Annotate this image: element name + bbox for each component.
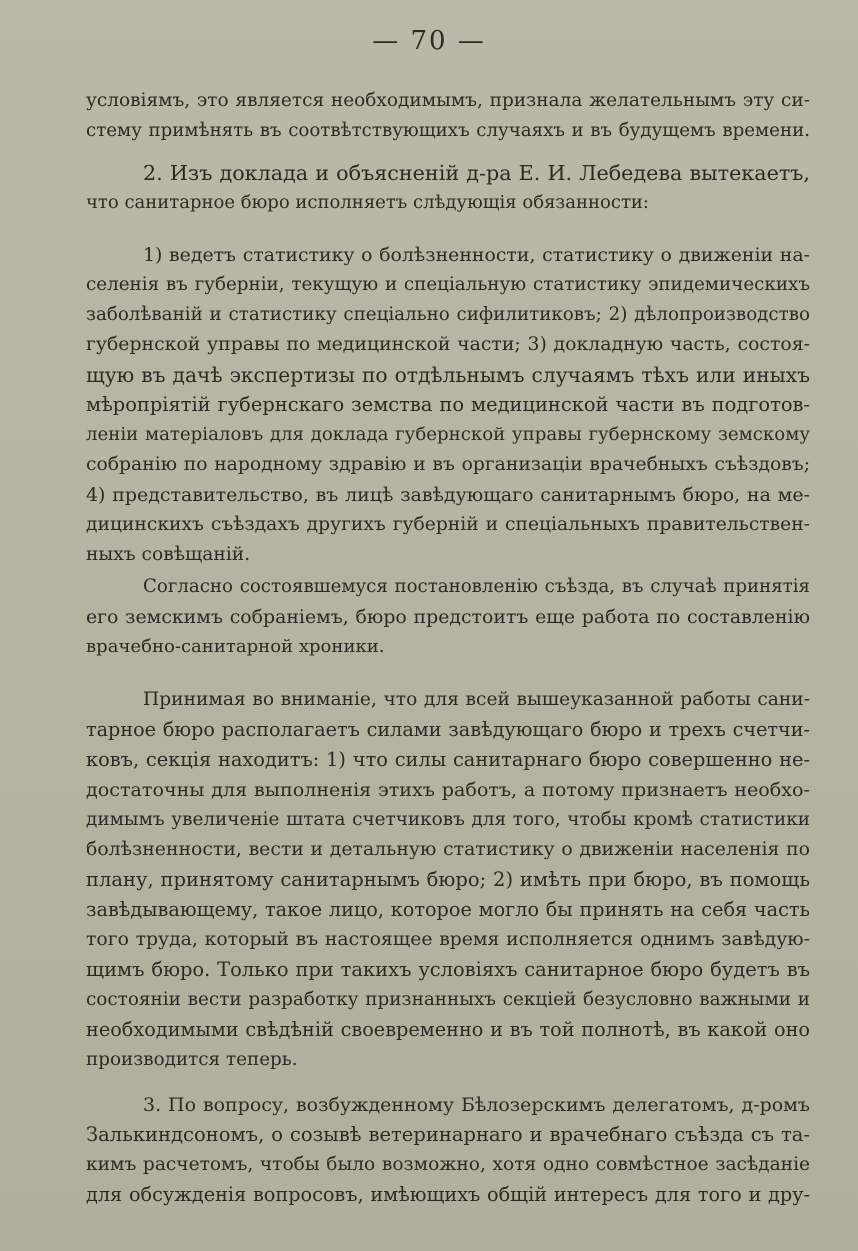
text-line-content: кимъ расчетомъ, чтобы было возможно, хотя одно совмѣстное засѣданіе (86, 1154, 810, 1175)
text-line-content: для обсужденія вопросовъ, имѣющихъ общій интересъ для того и дру- (86, 1183, 810, 1206)
text-line-content: щимъ бюро. Только при такихъ условіяхъ санитарное бюро будетъ въ (86, 958, 811, 981)
text-line (86, 480, 812, 510)
text-line-content: завѣдывающему, такое лицо, которое могло бы принять на себя часть (86, 898, 810, 921)
text-line-content: 2. Изъ доклада и объясненій д-ра Е. И. Лебедева вытекаетъ, (143, 161, 810, 185)
text-line-content: необходимыми свѣдѣній своевременно и въ той полнотѣ, въ какой оно (86, 1018, 810, 1041)
text-line (143, 158, 812, 188)
text-line (86, 360, 812, 390)
text-line-content: условіямъ, это является необходимымъ, признала желательнымъ эту си- (86, 90, 810, 111)
text-line (86, 895, 812, 925)
text-line-content: производится теперь. (86, 1049, 298, 1070)
text-line-content: его земскимъ собраніемъ, бюро предстоитъ еще работа по составленію (86, 606, 810, 628)
text-line (86, 1015, 812, 1045)
text-line-content: плану, принятому санитарнымъ бюро; 2) имѣть при бюро, въ помощь (86, 868, 810, 891)
text-line (86, 715, 812, 745)
text-line-content: 4) представительство, въ лицѣ завѣдующаго санитарнымъ бюро, на ме- (86, 484, 810, 506)
text-line (86, 300, 812, 330)
text-line (86, 835, 812, 865)
text-line (86, 420, 812, 450)
text-line (86, 450, 812, 480)
text-line (86, 925, 812, 955)
text-line-content: дицинскихъ съѣздахъ другихъ губерній и спеціальныхъ правительствен- (86, 514, 811, 535)
text-line (86, 632, 388, 662)
text-line-content: того труда, который въ настоящее время исполняется однимъ завѣдую- (86, 929, 810, 950)
text-line-content: Залькиндсономъ, о созывѣ ветеринарнаго и врачебнаго съѣзда съ та- (86, 1123, 810, 1146)
text-line-content: Согласно состоявшемуся постановленію съѣзда, въ случаѣ принятія (143, 576, 810, 597)
text-line (86, 1150, 812, 1180)
text-line (86, 1120, 812, 1150)
text-line (143, 1090, 812, 1120)
text-line (86, 188, 656, 218)
text-line (86, 116, 812, 146)
text-line (86, 865, 812, 895)
text-line (86, 1045, 300, 1075)
text-line-content: 1) ведетъ статистику о болѣзненности, статистику о движеніи на- (143, 244, 810, 266)
text-line (86, 390, 812, 420)
text-line-content: мѣропріятій губернскаго земства по медицинской части въ подготов- (86, 393, 810, 416)
text-line-content: что санитарное бюро исполняетъ слѣдующія обязанности: (86, 192, 649, 213)
text-line-content: тарное бюро располагаетъ силами завѣдующаго бюро и трехъ счетчи- (86, 718, 810, 741)
text-line (86, 805, 812, 835)
text-line-content: леніи матеріаловъ для доклада губернской управы губернскому земскому (86, 424, 810, 445)
text-line-content: болѣзненности, вести и детальную статистику о движеніи населенія по (86, 839, 810, 860)
text-line (86, 270, 812, 300)
text-line-content: заболѣваній и статистику спеціально сифилитиковъ; 2) дѣлопроизводство (86, 304, 810, 325)
text-line-content: Принимая во вниманіе, что для всей вышеуказанной работы сани- (143, 689, 810, 710)
text-line (86, 775, 812, 805)
text-line-content: собранію по народному здравію и въ организаціи врачебныхъ съѣздовъ; (86, 454, 810, 475)
text-line (86, 86, 812, 116)
text-line-content: 3. По вопросу, возбужденному Бѣлозерскимъ делегатомъ, д-ромъ (143, 1094, 810, 1116)
text-line (86, 510, 812, 540)
text-line (86, 955, 812, 985)
text-line (86, 1180, 812, 1210)
text-line (86, 540, 252, 570)
text-line-content: димымъ увеличеніе штата счетчиковъ для того, чтобы кромѣ статистики (86, 809, 810, 830)
text-line-content: селенія въ губерніи, текущую и спеціальную статистику эпидемическихъ (86, 274, 810, 295)
text-line (86, 985, 812, 1015)
text-line-content: ныхъ совѣщаній. (86, 544, 251, 565)
text-line-content: состояніи вести разработку признанныхъ секціей безусловно важными и (86, 989, 810, 1010)
text-line-content: ковъ, секція находитъ: 1) что силы санитарнаго бюро совершенно не- (86, 748, 810, 771)
text-line (143, 572, 812, 602)
text-line (143, 240, 812, 270)
page-number: — 70 — (372, 26, 486, 56)
text-line (86, 602, 812, 632)
text-line-content: стему примѣнять въ соотвѣтствующихъ случаяхъ и въ будущемъ времени. (86, 120, 811, 141)
text-line (86, 330, 812, 360)
text-line-content: достаточны для выполненія этихъ работъ, а потому признаетъ необхо- (86, 778, 811, 801)
text-line (86, 745, 812, 775)
text-line-content: губернской управы по медицинской части; 3) докладную часть, состоя- (86, 334, 810, 355)
text-line (143, 685, 812, 715)
text-line-content: щую въ дачѣ экспертизы по отдѣльнымъ случаямъ тѣхъ или иныхъ (86, 363, 810, 387)
text-line-content: врачебно-санитарной хроники. (86, 636, 385, 657)
